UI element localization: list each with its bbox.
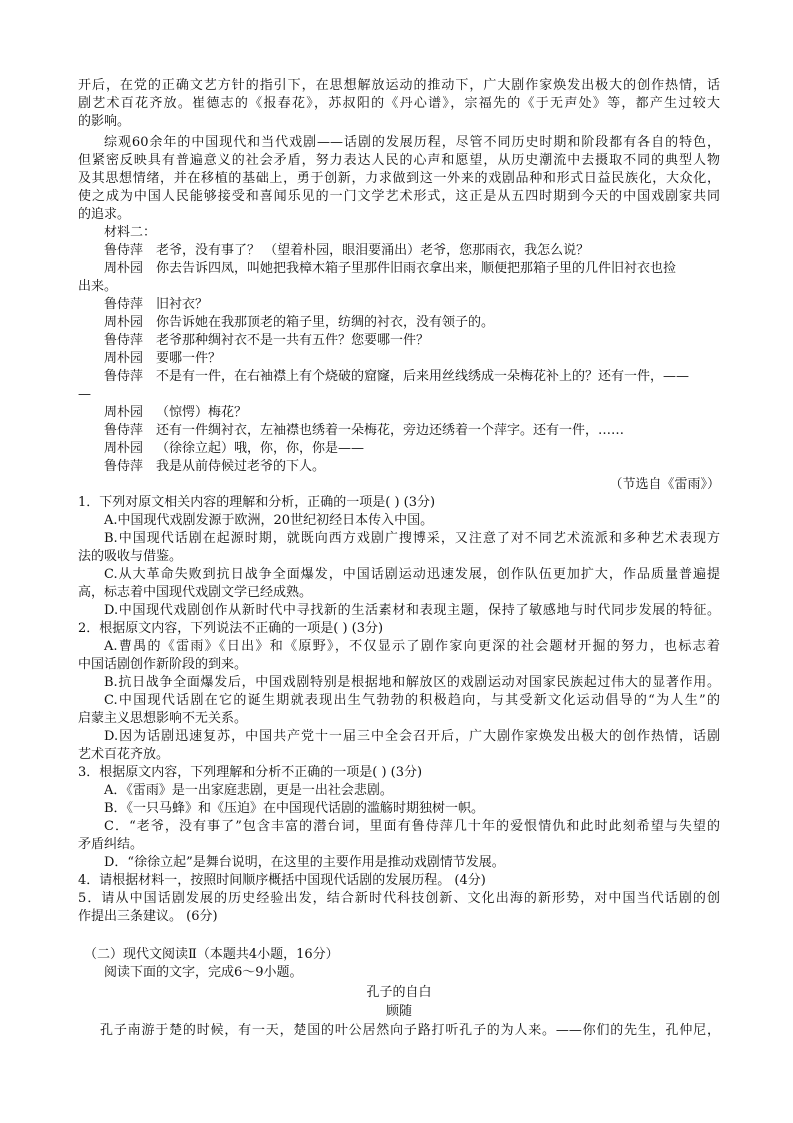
text-line: 综观60余年的中国现代和当代戏剧——话剧的发展历程，尽管不同历史时期和阶段都有各自的特色，	[104, 135, 720, 150]
text-line: 孔子南游于楚的时候，有一天，楚国的叶公居然向子路打听孔子的为人来。——你们的先生，孔仲尼，	[100, 1023, 720, 1038]
option-a: A．《雷雨》是一出家庭悲剧，更是一出社会悲剧。	[104, 783, 393, 798]
speech-text: 老爷，没有事了？ （望着朴园，眼泪要涌出）老爷，您那雨衣，我怎么说？	[156, 243, 590, 258]
speech-text: 旧衬衣？	[156, 297, 209, 312]
speech-text: 还有一件绸衬衣，左袖襟也绣着一朵梅花，旁边还绣着一个萍字。还有一件，……	[156, 423, 625, 438]
text-line: —	[78, 387, 91, 402]
option-d: D.中国现代戏剧创作从新时代中寻找新的生活素材和表现主题，保持了敏感地与时代同步发展的特征。	[104, 603, 720, 618]
question-3: 3．根据原文内容，下列理解和分析不正确的一项是( ) (3分)	[78, 765, 423, 780]
option-c: C．“老爷，没有事了”包含丰富的潜台词，里面有鲁侍萍几十年的爱恨情仇和此时此刻希望与失望的	[104, 819, 720, 834]
speech-text: 不是有一件，在右袖襟上有个烧破的窟窿，后来用丝线绣成一朵梅花补上的？还有一件，——	[156, 369, 690, 384]
speaker-name: 周朴园	[104, 441, 144, 456]
dialogue-line	[104, 332, 720, 350]
option-c: C.中国现代话剧在它的诞生期就表现出生气勃勃的积极趋向，与其受新文化运动倡导的“为人生”的	[104, 693, 720, 708]
option-b: B.中国现代话剧在起源时期，就既向西方戏剧广搜博采，又注意了对不同艺术流派和多种艺术表现方	[104, 531, 720, 546]
speaker-name: 周朴园	[104, 351, 144, 366]
speaker-name: 周朴园	[104, 405, 144, 420]
speaker-name: 周朴园	[104, 261, 144, 276]
question-1: 1．下列对原文相关内容的理解和分析，正确的一项是( ) (3分)	[78, 495, 436, 510]
speaker-name: 鲁侍萍	[104, 333, 144, 348]
dialogue-line	[104, 440, 720, 458]
text-line: 的影响。	[78, 114, 131, 129]
text-line: 的追求。	[78, 207, 131, 222]
article-author: 顾随	[385, 1004, 412, 1019]
speech-text: 你去告诉四凤，叫她把我樟木箱子里那件旧雨衣拿出来，顺便把那箱子里的几件旧衬衣也捡	[156, 261, 677, 276]
text-line: 启蒙主义思想影响不无关系。	[78, 711, 248, 726]
text-line: 使之成为中国人民能够接受和喜闻乐见的一门文学艺术形式，这正是从五四时期到今天的中国戏剧家共同	[78, 189, 720, 204]
text-line: 法的吸收与借鉴。	[78, 549, 183, 564]
text-line: 但紧密反映具有普遍意义的社会矛盾，努力表达人民的心声和愿望，从历史潮流中去摄取不同的典型人物	[78, 153, 720, 168]
option-a: A.中国现代戏剧发源于欧洲，20世纪初经日本传入中国。	[104, 513, 434, 528]
instruction-text: 阅读下面的文字，完成6～9小题。	[104, 965, 303, 980]
speech-text: 我是从前侍候过老爷的下人。	[156, 459, 326, 474]
text-line: 矛盾纠结。	[78, 837, 144, 852]
option-c: C.从大革命失败到抗日战争全面爆发，中国话剧运动迅速发展，创作队伍更加扩大，作品质量普遍提	[104, 567, 720, 582]
speech-text: 老爷那种绸衬衣不是一共有五件？您要哪一件？	[156, 333, 430, 348]
question-4: 4．请根据材料一，按照时间顺序概括中国现代话剧的发展历程。 (4分)	[78, 873, 486, 888]
source-note: （节选自《雷雨》）	[609, 477, 720, 492]
dialogue-line	[104, 368, 720, 386]
question-5: 5．请从中国话剧发展的历史经验出发，结合新时代科技创新、文化出海的新形势，对中国当代话剧的创	[78, 891, 720, 906]
text-line: 剧艺术百花齐放。崔德志的《报春花》，苏叔阳的《丹心谱》，宗福先的《于无声处》等，都产生过较大	[78, 96, 720, 111]
speaker-name: 鲁侍萍	[104, 297, 144, 312]
text-line: 开后，在党的正确文艺方针的指引下，在思想解放运动的推动下，广大剧作家焕发出极大的创作热情，话	[78, 78, 720, 93]
option-d: D.因为话剧迅速复苏，中国共产党十一届三中全会召开后，广大剧作家焕发出极大的创作热情，话剧	[104, 729, 720, 744]
speaker-name: 鲁侍萍	[104, 423, 144, 438]
speaker-name: 周朴园	[104, 315, 144, 330]
text-line: 出来。	[78, 279, 118, 294]
text-line: 及其思想情绪，并在移植的基础上，勇于创新，力求做到这一外来的戏剧品种和形式日益民族化，大众化，	[78, 171, 720, 186]
option-b: B．《一只马蜂》和《压迫》在中国现代话剧的滥觞时期独树一帜。	[104, 801, 485, 816]
option-b: B.抗日战争全面爆发后，中国戏剧特别是根据地和解放区的戏剧运动对国家民族起过伟大的显著作用。	[104, 675, 720, 690]
speaker-name: 鲁侍萍	[104, 243, 144, 258]
text-line: 高，标志着中国现代戏剧文学已经成熟。	[78, 585, 313, 600]
material-two-label: 材料二：	[104, 225, 157, 240]
dialogue-line	[104, 296, 720, 314]
speech-text: （惊愕）梅花？	[156, 405, 248, 420]
option-d: D．“徐徐立起”是舞台说明，在这里的主要作用是推动戏剧情节发展。	[104, 855, 505, 870]
speech-text: （徐徐立起）哦，你，你，你是——	[156, 441, 365, 456]
article-title: 孔子的自白	[366, 985, 432, 1000]
speech-text: 你告诉她在我那顶老的箱子里，纺绸的衬衣，没有领子的。	[156, 315, 495, 330]
dialogue-line	[104, 422, 720, 440]
speaker-name: 鲁侍萍	[104, 459, 144, 474]
speaker-name: 鲁侍萍	[104, 369, 144, 384]
section-heading: （二）现代文阅读Ⅱ（本题共4小题，16分）	[84, 947, 339, 962]
option-a: A.曹禺的《雷雨》《日出》和《原野》，不仅显示了剧作家向更深的社会题材开掘的努力，也标志着	[104, 639, 720, 654]
text-line: 作提出三条建议。 (6分)	[78, 909, 218, 924]
dialogue-line	[104, 350, 720, 368]
text-line: 中国话剧创作新阶段的到来。	[78, 657, 248, 672]
dialogue-line	[104, 458, 720, 476]
dialogue-line	[104, 242, 720, 260]
speech-text: 要哪一件？	[156, 351, 222, 366]
question-2: 2．根据原文内容，下列说法不正确的一项是( ) (3分)	[78, 621, 384, 636]
dialogue-line	[104, 314, 720, 332]
text-line: 艺术百花齐放。	[78, 747, 170, 762]
dialogue-line	[104, 260, 720, 278]
dialogue-line	[104, 404, 720, 422]
